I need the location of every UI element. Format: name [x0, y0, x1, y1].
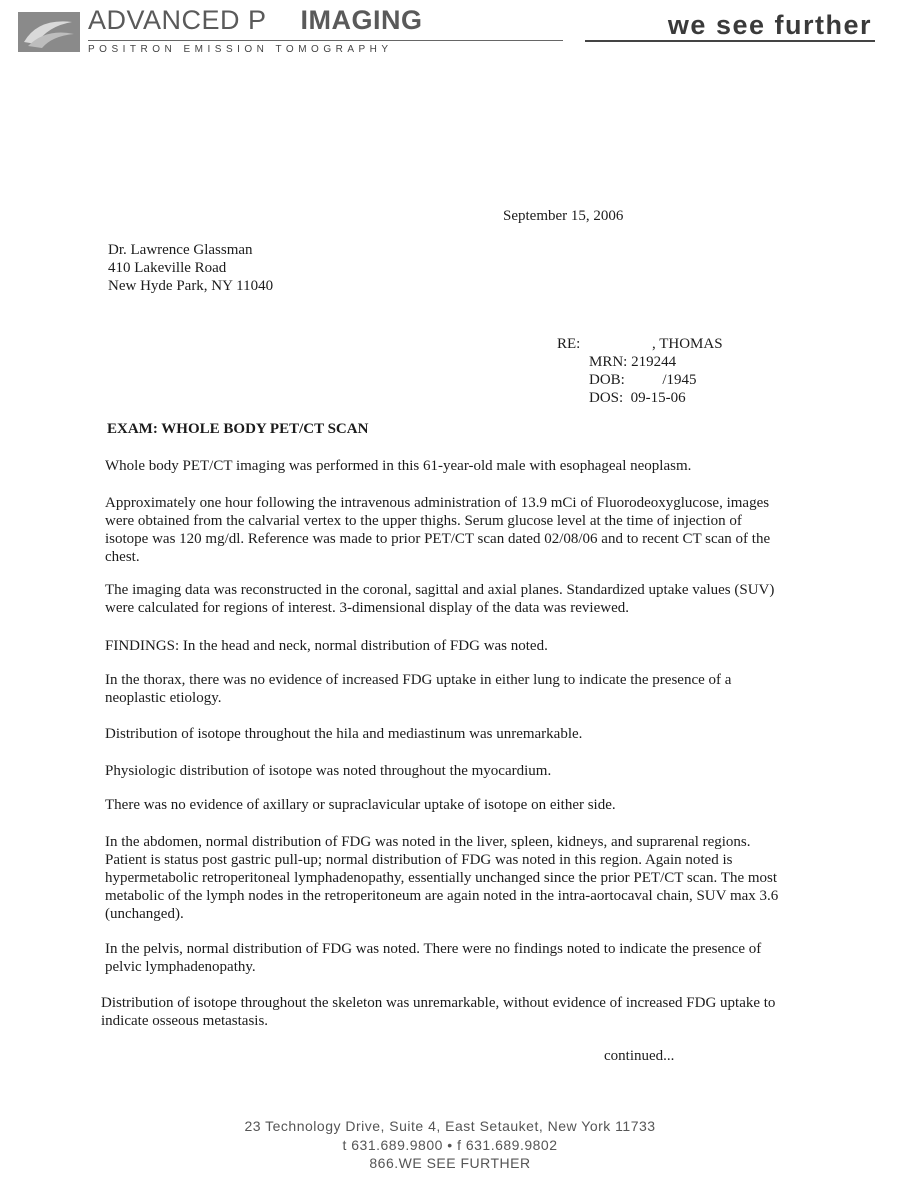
- tagline-divider: [585, 40, 875, 42]
- paragraph-reconstruction: The imaging data was reconstructed in the coronal, sagittal and axial planes. Standardized uptake values (SUV) were calculated for regions of interest. 3-dimensional display of the data was reviewed.: [105, 582, 775, 616]
- paragraph-abdomen: In the abdomen, normal distribution of FDG was noted in the liver, spleen, kidneys, and suprarenal regions. Patient is status post gastric pull-up; normal distribution of FDG was noted in this region. Again noted is hypermetabolic retroperitoneal lymphadenopathy, essentially unchanged since the prior PET/CT scan. The most metabolic of the lymph nodes in the retroperitoneum are again noted in the intra-aortocaval chain, SUV max 3.6 (unchanged).: [105, 834, 779, 922]
- paragraph-axillary: There was no evidence of axillary or supraclavicular uptake of isotope on either side.: [105, 797, 616, 813]
- paragraph-myocardium: Physiologic distribution of isotope was noted throughout the myocardium.: [105, 763, 552, 779]
- footer-address: 23 Technology Drive, Suite 4, East Setauket, New York 11733: [244, 1118, 656, 1134]
- patient-dos: DOS: 09-15-06: [589, 390, 686, 406]
- footer-vanity-number: 866.WE SEE FURTHER: [369, 1155, 531, 1171]
- letterhead-divider: [88, 40, 563, 41]
- paragraph-intro: Whole body PET/CT imaging was performed in this 61-year-old male with esophageal neoplasm.: [105, 458, 692, 474]
- company-name-part2: IMAGING: [300, 5, 423, 35]
- patient-name: , THOMAS: [652, 336, 723, 352]
- company-logo-icon: [18, 12, 80, 52]
- letter-date: September 15, 2006: [503, 208, 624, 224]
- company-name: [88, 5, 423, 36]
- patient-dob: DOB: /1945: [589, 372, 697, 388]
- recipient-city: New Hyde Park, NY 11040: [108, 278, 274, 294]
- paragraph-technique: Approximately one hour following the intravenous administration of 13.9 mCi of Fluorodeoxyglucose, images were obtained from the calvarial vertex to the upper thighs. Serum glucose level at the time of injection of isotope was 120 mg/dl. Reference was made to prior PET/CT scan dated 02/08/06 and to recent CT scan of the chest.: [105, 495, 771, 565]
- recipient-name: Dr. Lawrence Glassman: [108, 242, 253, 258]
- re-label: RE:: [557, 336, 581, 352]
- exam-title: EXAM: WHOLE BODY PET/CT SCAN: [107, 421, 369, 437]
- patient-mrn: MRN: 219244: [589, 354, 677, 370]
- paragraph-hila: Distribution of isotope throughout the hila and mediastinum was unremarkable.: [105, 726, 583, 742]
- tagline: we see further: [667, 10, 872, 40]
- company-name-part1: ADVANCED P: [88, 5, 267, 35]
- footer-phone: t 631.689.9800 • f 631.689.9802: [342, 1137, 558, 1153]
- paragraph-skeleton: Distribution of isotope throughout the skeleton was unremarkable, without evidence of increased FDG uptake to indicate osseous metastasis.: [101, 995, 776, 1029]
- continued-note: continued...: [604, 1048, 675, 1064]
- recipient-street: 410 Lakeville Road: [108, 260, 227, 276]
- company-subtitle: POSITRON EMISSION TOMOGRAPHY: [88, 44, 393, 55]
- paragraph-pelvis: In the pelvis, normal distribution of FDG was noted. There were no findings noted to indicate the presence of pelvic lymphadenopathy.: [105, 941, 762, 975]
- paragraph-findings-head-neck: FINDINGS: In the head and neck, normal distribution of FDG was noted.: [105, 638, 548, 654]
- paragraph-thorax: In the thorax, there was no evidence of increased FDG uptake in either lung to indicate the presence of a neoplastic etiology.: [105, 672, 732, 706]
